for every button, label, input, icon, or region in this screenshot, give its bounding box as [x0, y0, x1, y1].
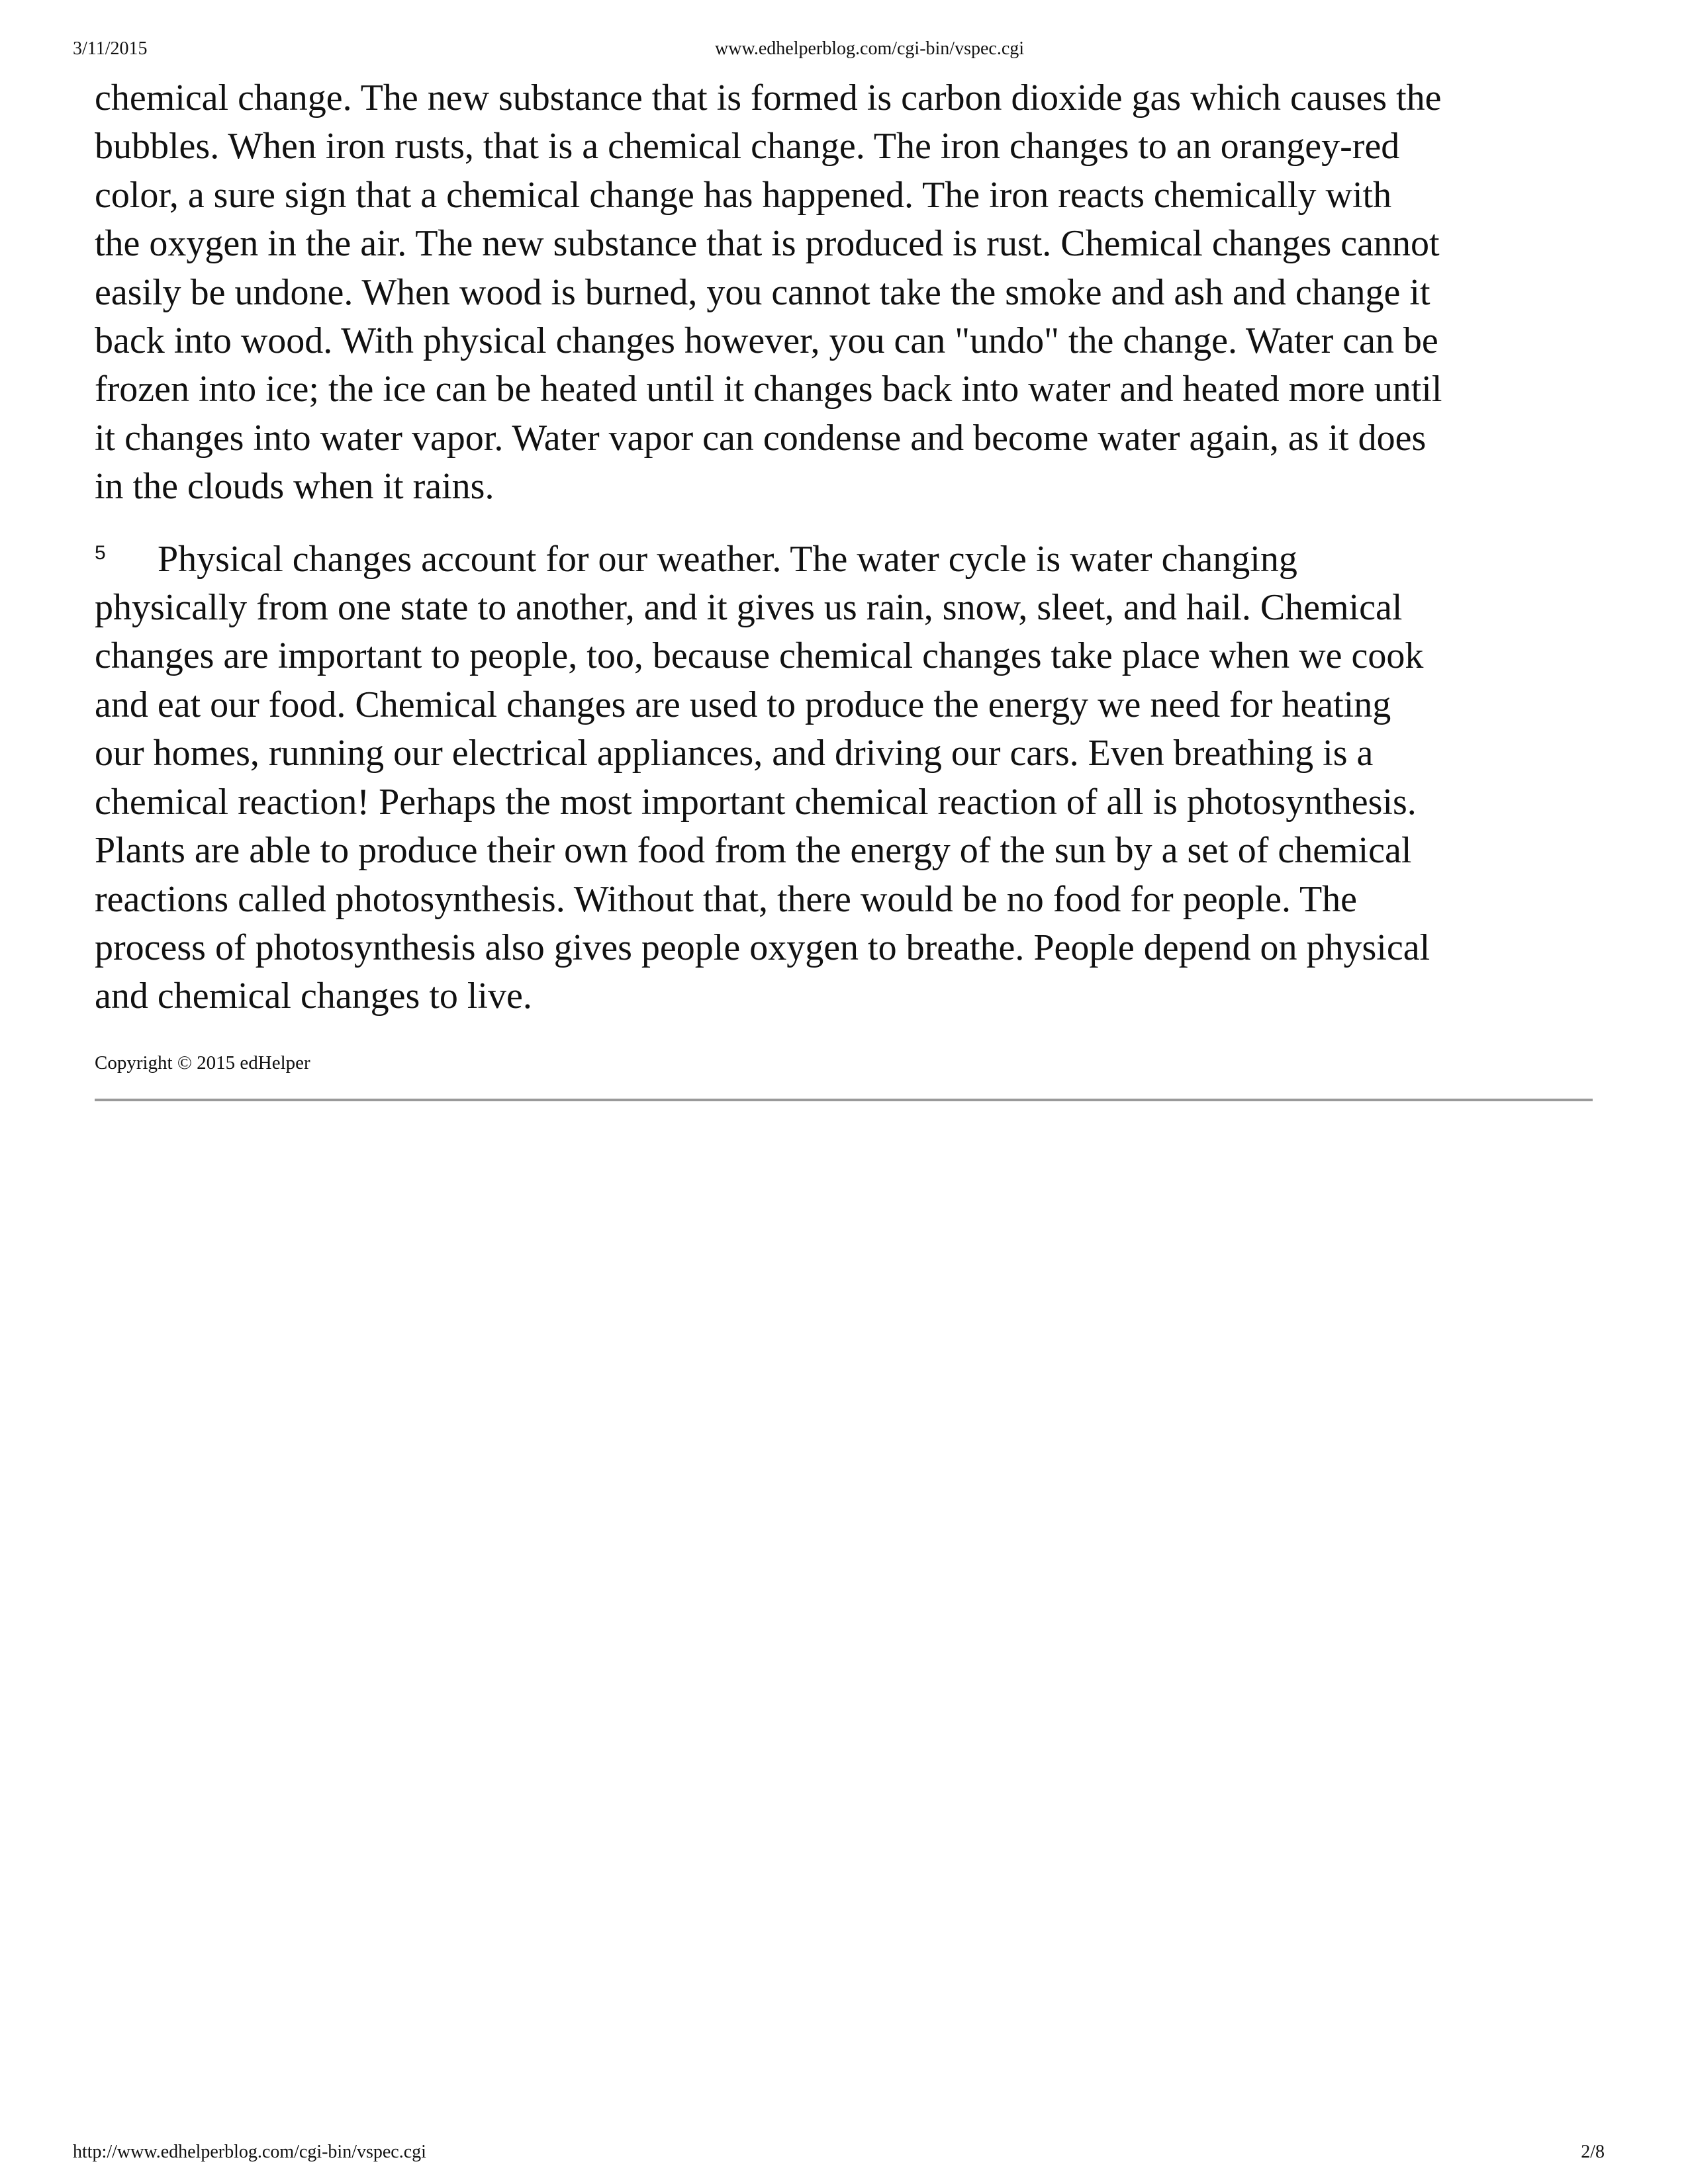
text-line: Plants are able to produce their own food from the energy of the sun by a set of chemical	[95, 830, 1412, 872]
text-line: physically from one state to another, and it gives us rain, snow, sleet, and hail. Chemical	[95, 587, 1403, 629]
text-line: changes are important to people, too, because chemical changes take place when we cook	[95, 635, 1424, 677]
text-line: color, a sure sign that a chemical change has happened. The iron reacts chemically with	[95, 174, 1392, 216]
paragraph-continued	[95, 74, 1604, 512]
page-number: 2/8	[1581, 2142, 1605, 2162]
paragraph-number: 5	[95, 541, 106, 564]
copyright-notice: Copyright © 2015 edHelper	[95, 1052, 310, 1073]
text-line: our homes, running our electrical appliances, and driving our cars. Even breathing is a	[95, 733, 1374, 774]
text-line: and chemical changes to live.	[95, 976, 532, 1017]
text-line: reactions called photosynthesis. Without that, there would be no food for people. The	[95, 878, 1358, 920]
text-line: chemical change. The new substance that is formed is carbon dioxide gas which causes the	[95, 77, 1442, 118]
horizontal-divider	[95, 1099, 1593, 1101]
text-line: and eat our food. Chemical changes are used to produce the energy we need for heating	[95, 684, 1391, 725]
print-date: 3/11/2015	[73, 38, 148, 59]
paragraph-spacer	[95, 512, 1604, 529]
print-footer	[0, 2142, 1688, 2168]
article-body	[95, 74, 1604, 1021]
text-line: it changes into water vapor. Water vapor can condense and become water again, as it does	[95, 417, 1427, 459]
text-line: chemical reaction! Perhaps the most important chemical reaction of all is photosynthesis.	[95, 781, 1417, 823]
text-line: back into wood. With physical changes however, you can "undo" the change. Water can be	[95, 320, 1438, 362]
print-header	[0, 38, 1688, 65]
text-line: bubbles. When iron rusts, that is a chemical change. The iron changes to an orangey-red	[95, 126, 1400, 167]
text-line: frozen into ice; the ice can be heated until it changes back into water and heated more until	[95, 369, 1442, 410]
text-line: process of photosynthesis also gives people oxygen to breathe. People depend on physical	[95, 927, 1430, 968]
header-url: www.edhelperblog.com/cgi-bin/vspec.cgi	[715, 38, 1025, 59]
text-line: in the clouds when it rains.	[95, 466, 494, 508]
paragraph-5	[95, 529, 1604, 1021]
text-line: the oxygen in the air. The new substance that is produced is rust. Chemical changes cannot	[95, 223, 1440, 265]
text-line: easily be undone. When wood is burned, you cannot take the smoke and ash and change it	[95, 271, 1430, 313]
footer-url: http://www.edhelperblog.com/cgi-bin/vspec.cgi	[73, 2142, 426, 2162]
text-line-content: Physical changes account for our weather. The water cycle is water changing	[158, 538, 1297, 580]
text-line-first	[95, 529, 1604, 584]
